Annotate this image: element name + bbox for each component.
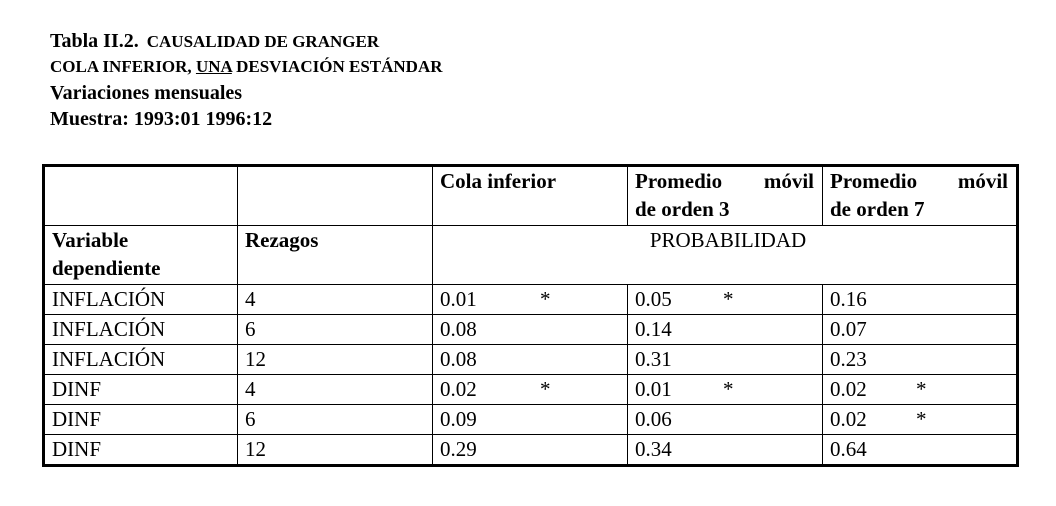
header-pm3-line2: de orden 3 — [635, 197, 730, 221]
cell-variable — [44, 315, 238, 345]
cell-pm7 — [823, 405, 1018, 435]
cell-pm7 — [823, 435, 1018, 466]
cell-variable — [44, 375, 238, 405]
cell-pm7-value: 0.07 — [830, 317, 867, 341]
table-number: Tabla II.2. — [50, 30, 139, 52]
cell-rezagos-value: 4 — [245, 377, 256, 401]
table-title — [50, 28, 443, 54]
table-row — [44, 375, 1018, 405]
cell-variable — [44, 345, 238, 375]
cell-variable — [44, 285, 238, 315]
cell-cola-inferior-value: 0.29 — [440, 437, 477, 461]
cell-rezagos-value: 6 — [245, 407, 256, 431]
cell-cola-inferior-value: 0.01 — [440, 287, 477, 311]
cell-variable — [44, 435, 238, 466]
cell-rezagos-value: 12 — [245, 347, 266, 371]
cell-cola-inferior — [433, 375, 628, 405]
cell-pm3-value: 0.05 — [635, 287, 672, 311]
significance-star: * — [916, 407, 927, 431]
subtitle-post: DESVIACIÓN ESTÁNDAR — [231, 57, 443, 76]
cell-variable-value: DINF — [52, 377, 102, 401]
cell-pm7-value: 0.02 — [830, 407, 867, 431]
header-pm7-word1: Promedio — [830, 169, 918, 193]
cell-pm3 — [628, 345, 823, 375]
cell-rezagos — [238, 315, 433, 345]
cell-rezagos — [238, 375, 433, 405]
header-pm7-word2: móvil — [957, 169, 1008, 193]
subheader-row — [44, 226, 1018, 285]
cell-pm7-value: 0.02 — [830, 377, 867, 401]
header-pm7 — [823, 166, 1018, 226]
subtitle-underlined: UNA — [195, 57, 232, 76]
subtitle-pre: COLA INFERIOR, — [50, 57, 196, 76]
cell-pm3 — [628, 315, 823, 345]
cell-pm3 — [628, 285, 823, 315]
cell-variable-value: DINF — [52, 407, 102, 431]
granger-table — [42, 164, 1019, 467]
table-row — [44, 315, 1018, 345]
cell-pm3-value: 0.01 — [635, 377, 672, 401]
header-variable-dependiente: Variable dependiente — [44, 226, 238, 285]
table-title-text: CAUSALIDAD DE GRANGER — [146, 32, 380, 51]
cell-rezagos-value: 4 — [245, 287, 256, 311]
cell-pm7-value: 0.23 — [830, 347, 867, 371]
table-subtitle — [50, 54, 443, 80]
table-row — [44, 345, 1018, 375]
cell-cola-inferior — [433, 285, 628, 315]
cell-variable-value: INFLACIÓN — [52, 347, 166, 371]
cell-cola-inferior — [433, 435, 628, 466]
table-row — [44, 285, 1018, 315]
cell-cola-inferior-value: 0.09 — [440, 407, 477, 431]
significance-star: * — [540, 287, 551, 311]
cell-pm3-value: 0.14 — [635, 317, 672, 341]
cell-pm3 — [628, 405, 823, 435]
significance-star: * — [916, 377, 927, 401]
cell-pm7-value: 0.64 — [830, 437, 867, 461]
cell-pm3 — [628, 435, 823, 466]
cell-rezagos — [238, 285, 433, 315]
cell-variable-value: INFLACIÓN — [52, 287, 166, 311]
cell-pm7 — [823, 315, 1018, 345]
cell-pm3-value: 0.31 — [635, 347, 672, 371]
cell-pm7 — [823, 345, 1018, 375]
header-pm3 — [628, 166, 823, 226]
cell-variable-value: DINF — [52, 437, 102, 461]
significance-star: * — [723, 287, 734, 311]
cell-rezagos — [238, 405, 433, 435]
cell-cola-inferior-value: 0.02 — [440, 377, 477, 401]
table-variations-line: Variaciones mensuales — [50, 82, 243, 104]
header-cola-inferior: Cola inferior — [433, 166, 628, 226]
header-pm7-line2: de orden 7 — [830, 197, 925, 221]
cell-rezagos — [238, 435, 433, 466]
cell-cola-inferior-value: 0.08 — [440, 347, 477, 371]
header-pm3-word1: Promedio — [635, 169, 723, 193]
title-block — [50, 28, 443, 132]
cell-pm7 — [823, 375, 1018, 405]
cell-cola-inferior — [433, 405, 628, 435]
header-row — [44, 166, 1018, 226]
cell-pm3-value: 0.34 — [635, 437, 672, 461]
cell-variable — [44, 405, 238, 435]
header-pm3-word2: móvil — [763, 169, 814, 193]
table-row — [44, 435, 1018, 466]
cell-cola-inferior — [433, 315, 628, 345]
cell-rezagos-value: 6 — [245, 317, 256, 341]
cell-pm7 — [823, 285, 1018, 315]
significance-star: * — [723, 377, 734, 401]
cell-variable-value: INFLACIÓN — [52, 317, 166, 341]
cell-rezagos-value: 12 — [245, 437, 266, 461]
cell-pm3 — [628, 375, 823, 405]
header-rezagos: Rezagos — [238, 226, 433, 285]
header-probabilidad: PROBABILIDAD — [433, 226, 1018, 285]
cell-rezagos — [238, 345, 433, 375]
cell-pm7-value: 0.16 — [830, 287, 867, 311]
header-empty-cell — [44, 166, 238, 226]
cell-cola-inferior — [433, 345, 628, 375]
table-row — [44, 405, 1018, 435]
header-empty-cell — [238, 166, 433, 226]
cell-cola-inferior-value: 0.08 — [440, 317, 477, 341]
cell-pm3-value: 0.06 — [635, 407, 672, 431]
table-sample-line: Muestra: 1993:01 1996:12 — [50, 108, 273, 130]
significance-star: * — [540, 377, 551, 401]
